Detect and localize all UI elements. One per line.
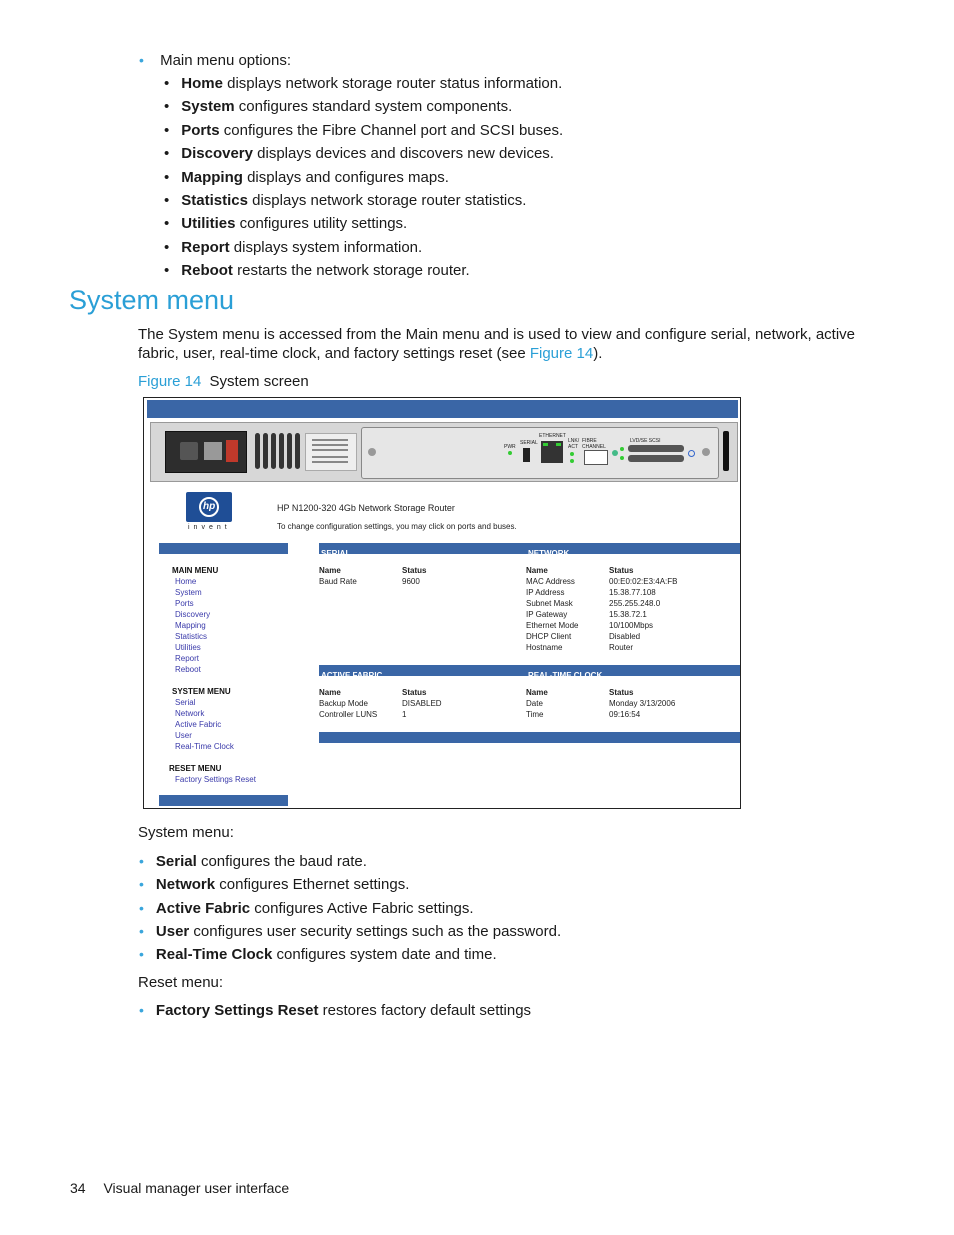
panel-bottom-bar (319, 732, 740, 743)
table-cell-name: Baud Rate (319, 577, 357, 586)
menu-link-home[interactable]: Home (175, 577, 197, 586)
pwr-led-icon (508, 451, 512, 455)
fc-led-icon (612, 450, 618, 456)
instruction-text: To change configuration settings, you may click on ports and buses. (277, 522, 517, 531)
item-term: User (155, 922, 190, 940)
table-cell-status: DISABLED (402, 699, 442, 708)
table-cell-name: Ethernet Mode (526, 621, 579, 630)
panel-header-label: SERIAL (321, 549, 351, 558)
table-cell-name: Controller LUNS (319, 710, 378, 719)
figure-caption-text: System screen (209, 373, 309, 390)
list-item (164, 238, 422, 257)
left-menu-bottom-bar (159, 795, 288, 806)
logo-text: invent (188, 524, 231, 531)
item-description: displays network storage router status information. (222, 75, 563, 92)
bullet: • (139, 52, 144, 68)
item-description: configures Active Fabric settings. (250, 899, 474, 917)
table-cell-status: 9600 (402, 577, 420, 586)
column-header-name: Name (526, 688, 548, 697)
menu-link-system[interactable]: System (175, 588, 202, 597)
column-header-name: Name (526, 566, 548, 575)
power-switch-red-icon (226, 440, 238, 462)
scsi-port-b[interactable] (628, 455, 684, 462)
list-item (164, 74, 562, 93)
menu-link-report[interactable]: Report (175, 654, 200, 663)
list-item (164, 97, 512, 116)
list-item (164, 144, 554, 163)
menu-link-ports[interactable]: Ports (175, 599, 194, 608)
table-cell-name: MAC Address (526, 577, 575, 586)
menu-link-network[interactable]: Network (175, 709, 205, 718)
lnk-act-label: LNK/ ACT (568, 438, 580, 450)
scsi-led-icon (620, 447, 624, 451)
fibre-channel-port[interactable] (584, 450, 608, 465)
list-item (164, 261, 470, 280)
item-description: configures utility settings. (235, 215, 408, 233)
column-header-status: Status (402, 688, 427, 697)
item-description: configures the Fibre Channel port and SCSI buses. (219, 121, 564, 139)
table-cell-name: DHCP Client (526, 632, 572, 641)
item-term: Home (181, 75, 223, 92)
lnk-led-icon (570, 452, 574, 456)
item-description: displays devices and discovers new devices. (252, 145, 554, 163)
column-header-status: Status (609, 566, 634, 575)
item-description: configures system date and time. (272, 946, 497, 964)
product-title: HP N1200-320 4Gb Network Storage Router (277, 503, 455, 513)
table-cell-status: 09:16:54 (609, 710, 641, 719)
menu-link-discovery[interactable]: Discovery (175, 610, 211, 619)
menu-link-user[interactable]: User (175, 731, 192, 740)
table-cell-status: 15.38.72.1 (609, 610, 647, 619)
main-menu-heading: MAIN MENU (172, 566, 219, 575)
item-term: Statistics (181, 192, 248, 209)
bullet: • (164, 192, 170, 209)
power-switch-icon (204, 442, 222, 460)
item-description: displays network storage router statistics. (247, 192, 527, 209)
column-header-name: Name (319, 688, 341, 697)
table-cell-status: Router (609, 643, 634, 652)
figure-link[interactable]: Figure 14 (529, 345, 594, 362)
system-menu-heading: SYSTEM MENU (172, 687, 231, 696)
reset-menu-heading: RESET MENU (169, 764, 222, 773)
menu-link-utilities[interactable]: Utilities (175, 643, 201, 652)
para-text: fabric, user, real-time clock, and factory settings reset (see (138, 345, 530, 362)
bullet: • (164, 215, 170, 233)
status-led-icon (688, 450, 695, 457)
page-number: 34 (70, 1180, 86, 1196)
table-cell-name: IP Gateway (526, 610, 568, 619)
table-cell-status: 1 (402, 710, 407, 719)
figure-caption (138, 372, 309, 391)
page-footer (70, 1179, 289, 1197)
scsi-port-a[interactable] (628, 445, 684, 452)
hp-logo-icon: hp (186, 492, 232, 522)
menu-link-mapping[interactable]: Mapping (175, 621, 206, 630)
item-term: Report (181, 238, 230, 256)
item-term: Reboot (181, 262, 233, 280)
menu-link-reboot[interactable]: Reboot (175, 665, 201, 674)
panel-header-label: REAL-TIME CLOCK (528, 671, 603, 680)
item-description: configures Ethernet settings. (215, 876, 410, 894)
item-description: configures user security settings such as the password. (189, 922, 562, 940)
scsi-label: LVD/SE SCSI (630, 438, 661, 444)
panel-header-network (526, 543, 740, 558)
list-item (139, 875, 409, 894)
table-cell-status: Monday 3/13/2006 (609, 699, 676, 708)
panel-header-active-fabric (319, 665, 526, 680)
item-term: Real-Time Clock (155, 946, 273, 964)
column-header-name: Name (319, 566, 341, 575)
bullet: • (139, 899, 144, 916)
scsi-led-icon (620, 456, 624, 460)
panel-header-label: NETWORK (528, 549, 570, 558)
item-description: configures the baud rate. (196, 853, 367, 870)
table-cell-name: Date (526, 699, 543, 708)
bullet: • (139, 853, 144, 869)
item-term: Network (155, 876, 216, 894)
serial-label: SERIAL (520, 440, 538, 446)
handle-icon (723, 431, 729, 471)
bullet: • (139, 922, 144, 939)
bullet: • (164, 121, 170, 139)
label-sticker (305, 433, 357, 471)
fibre-label: FIBRE CHANNEL (582, 438, 606, 450)
bullet: • (164, 238, 170, 256)
main-menu-intro-item (139, 51, 291, 70)
section-title: System menu (69, 285, 235, 315)
item-description: restores factory default settings (318, 1002, 532, 1019)
table-cell-name: Hostname (526, 643, 563, 652)
figure-label: Figure 14 (138, 373, 202, 390)
item-description: configures standard system components. (234, 98, 513, 116)
screw-icon (702, 448, 710, 456)
screw-icon (368, 448, 376, 456)
item-term: Active Fabric (155, 899, 251, 917)
vent-grille-icon (251, 433, 301, 469)
table-cell-status: 15.38.77.108 (609, 588, 656, 597)
bullet: • (139, 1002, 144, 1018)
item-term: Factory Settings Reset (155, 1002, 319, 1019)
menu-link-factory-settings-reset[interactable]: Factory Settings Reset (175, 775, 256, 784)
list-item (164, 191, 526, 210)
panel-header-label: ACTIVE FABRIC (321, 671, 383, 680)
act-led-icon (570, 459, 574, 463)
list-item (139, 899, 474, 918)
item-term: Discovery (181, 145, 253, 163)
item-term: Mapping (181, 168, 243, 186)
figure-top-bar (147, 400, 738, 418)
panel-header-rtc (526, 665, 740, 680)
item-term: Ports (181, 121, 220, 139)
bullet: • (139, 946, 144, 963)
table-cell-name: Subnet Mask (526, 599, 573, 608)
ethernet-label: ETHERNET (539, 433, 566, 439)
bullet: • (164, 75, 170, 92)
list-item (164, 168, 449, 187)
table-cell-status: 255.255.248.0 (609, 599, 661, 608)
bullet: • (164, 168, 170, 186)
main-menu-intro: Main menu options: (160, 52, 291, 69)
table-cell-name: IP Address (526, 588, 565, 597)
io-panel (361, 427, 719, 479)
ethernet-port[interactable] (541, 441, 563, 463)
item-description: displays and configures maps. (242, 168, 449, 186)
table-cell-name: Backup Mode (319, 699, 368, 708)
para-text-end: ). (593, 345, 603, 362)
list-item (164, 214, 407, 233)
power-inlet-icon (180, 442, 198, 460)
table-cell-status: 10/100Mbps (609, 621, 654, 630)
item-term: Utilities (181, 215, 236, 233)
reset-list-intro: Reset menu: (138, 974, 224, 991)
bullet: • (164, 145, 170, 163)
table-cell-name: Time (526, 710, 544, 719)
table-cell-status: 00:E0:02:E3:4A:FB (609, 577, 678, 586)
item-term: Serial (155, 853, 197, 870)
section-paragraph-line2 (138, 344, 602, 363)
router-chassis (150, 422, 738, 482)
system-screen-figure (143, 397, 741, 809)
item-description: displays system information. (229, 238, 423, 256)
menu-link-serial[interactable]: Serial (175, 698, 196, 707)
left-menu-top-bar (159, 543, 288, 554)
panel-header-serial (319, 543, 526, 558)
menu-link-real-time-clock[interactable]: Real-Time Clock (175, 742, 234, 751)
power-module[interactable] (165, 431, 247, 473)
item-description: restarts the network storage router. (232, 262, 470, 280)
bullet: • (139, 876, 144, 893)
item-term: System (181, 98, 235, 116)
system-list-intro: System menu: (138, 824, 234, 841)
menu-link-active-fabric[interactable]: Active Fabric (175, 720, 222, 729)
bullet: • (164, 98, 170, 116)
list-item (139, 1001, 531, 1020)
list-item (164, 121, 563, 140)
pwr-label: PWR (504, 444, 516, 450)
table-cell-status: Disabled (609, 632, 641, 641)
menu-link-statistics[interactable]: Statistics (175, 632, 208, 641)
footer-title: Visual manager user interface (103, 1180, 290, 1196)
serial-port[interactable] (523, 448, 530, 462)
list-item (139, 922, 561, 941)
list-item (139, 852, 367, 871)
bullet: • (164, 262, 170, 280)
section-paragraph-line1: The System menu is accessed from the Main menu and is used to view and configure serial, network, active (138, 326, 856, 343)
column-header-status: Status (609, 688, 634, 697)
list-item (139, 945, 497, 964)
column-header-status: Status (402, 566, 427, 575)
